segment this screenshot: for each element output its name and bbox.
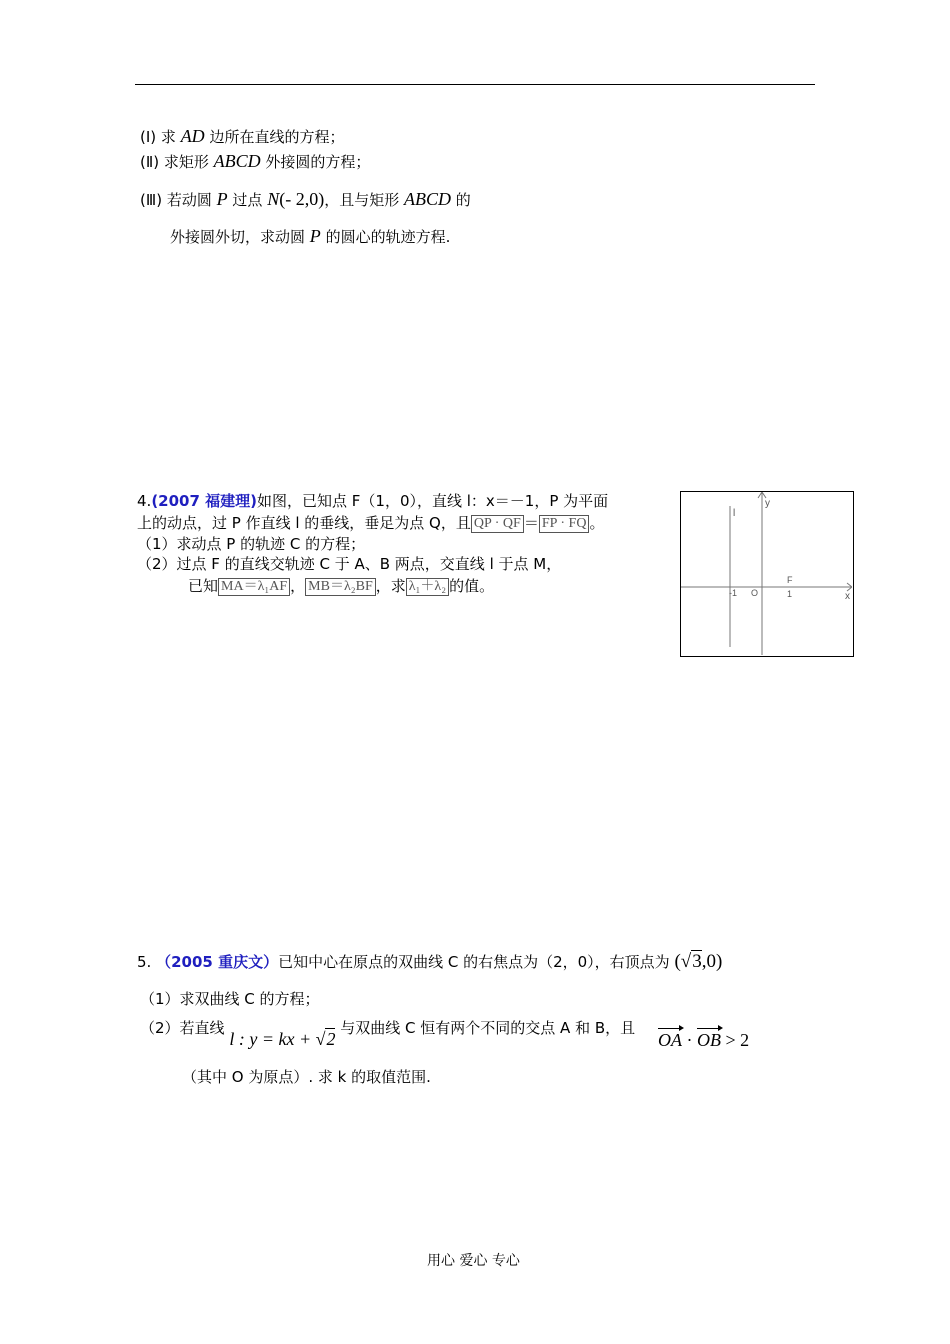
math-n: N — [267, 189, 280, 209]
vector-oa: OA — [658, 1030, 682, 1050]
formula-image: MA＝λ₁AF — [218, 578, 290, 596]
text: 已知中心在原点的双曲线 C 的右焦点为（2，0），右顶点为 — [278, 953, 670, 971]
question-number: 5. — [137, 953, 152, 971]
formula-image: λ₁＋λ₂ — [406, 578, 449, 596]
text: 的值。 — [449, 577, 495, 595]
text: 与双曲线 C 恒有两个不同的交点 A 和 B，且 — [340, 1019, 636, 1037]
q4-line2 — [137, 513, 604, 533]
label-y: y — [765, 498, 770, 509]
text: ， — [290, 577, 306, 595]
q5-line2: （1）求双曲线 C 的方程； — [140, 990, 320, 1008]
q4-line5 — [188, 576, 494, 596]
text: l : y = kx + — [229, 1029, 316, 1049]
part1-line2 — [140, 151, 370, 172]
q5-line1 — [137, 952, 722, 972]
math-p: P — [216, 189, 228, 209]
sqrt-radicand: 2 — [326, 1029, 336, 1049]
text: 上的动点，过 P 作直线 l 的垂线，垂足为点 Q，且 — [137, 514, 471, 532]
formula-image: MB＝λ₂BF — [305, 578, 376, 596]
part1-line4 — [170, 226, 450, 247]
tick-1: 1 — [787, 589, 793, 599]
math-abcd: ABCD — [213, 151, 261, 171]
label-x: x — [845, 591, 850, 602]
part1-line1 — [140, 126, 344, 147]
text: 如图，已知点 F（1，0），直线 l：x＝－1，P 为平面 — [257, 492, 609, 510]
text: · — [682, 1030, 697, 1050]
vector-ob: OB — [697, 1030, 721, 1050]
text: ，且与矩形 — [324, 191, 400, 209]
sqrt-radicand: 3 — [692, 951, 702, 972]
label-f: F — [787, 575, 793, 585]
math-ad: AD — [180, 126, 205, 146]
q4-line3: （1）求动点 P 的轨迹 C 的方程； — [137, 535, 366, 553]
q5-line4: （其中 O 为原点）. 求 k 的取值范围. — [182, 1068, 431, 1086]
question-source: (2007 福建理) — [151, 492, 257, 510]
text: 边所在直线的方程； — [209, 128, 345, 146]
coordinate-figure — [680, 491, 854, 657]
q4-line1 — [137, 491, 608, 511]
tick-neg1: -1 — [729, 588, 738, 598]
text: 外接圆的方程； — [265, 153, 371, 171]
text: （2）若直线 — [140, 1019, 225, 1037]
math-point: (- 2,0) — [279, 189, 325, 209]
question-source: （2005 重庆文） — [156, 953, 279, 971]
line-equation: l : y = kx + √2 — [229, 1029, 336, 1049]
page-footer: 用心 爱心 专心 — [427, 1253, 520, 1269]
text: 外接圆外切，求动圆 — [170, 228, 306, 246]
math-p: P — [309, 226, 321, 246]
text: (Ⅲ) 若动圆 — [140, 191, 212, 209]
text: (Ⅰ) 求 — [140, 128, 176, 146]
label-l: l — [733, 508, 736, 519]
text: > 2 — [721, 1030, 750, 1050]
text: 已知 — [188, 577, 219, 595]
vector-condition — [658, 1030, 749, 1051]
q5-line3 — [140, 1017, 636, 1049]
coordinate-axes — [681, 492, 852, 655]
q4-line4: （2）过点 F 的直线交轨迹 C 于 A、B 两点，交直线 l 于点 M， — [137, 555, 562, 573]
question-number: 4. — [137, 492, 152, 510]
text: ( — [674, 951, 681, 972]
formula-image: QP · QF — [471, 515, 524, 533]
header-rule — [135, 84, 815, 85]
label-o: O — [751, 588, 759, 598]
text: ，求 — [375, 577, 406, 595]
text: 的圆心的轨迹方程. — [325, 228, 451, 246]
part1-line3 — [140, 189, 471, 210]
text: 过点 — [232, 191, 263, 209]
text: 的 — [455, 191, 471, 209]
text: (Ⅱ) 求矩形 — [140, 153, 209, 171]
text: ,0) — [701, 951, 723, 972]
text: 。 — [589, 514, 605, 532]
formula-image: FP · FQ — [539, 515, 590, 533]
vertex-point: (√3,0) — [674, 951, 723, 972]
text: ＝ — [523, 514, 539, 532]
math-abcd: ABCD — [403, 189, 451, 209]
